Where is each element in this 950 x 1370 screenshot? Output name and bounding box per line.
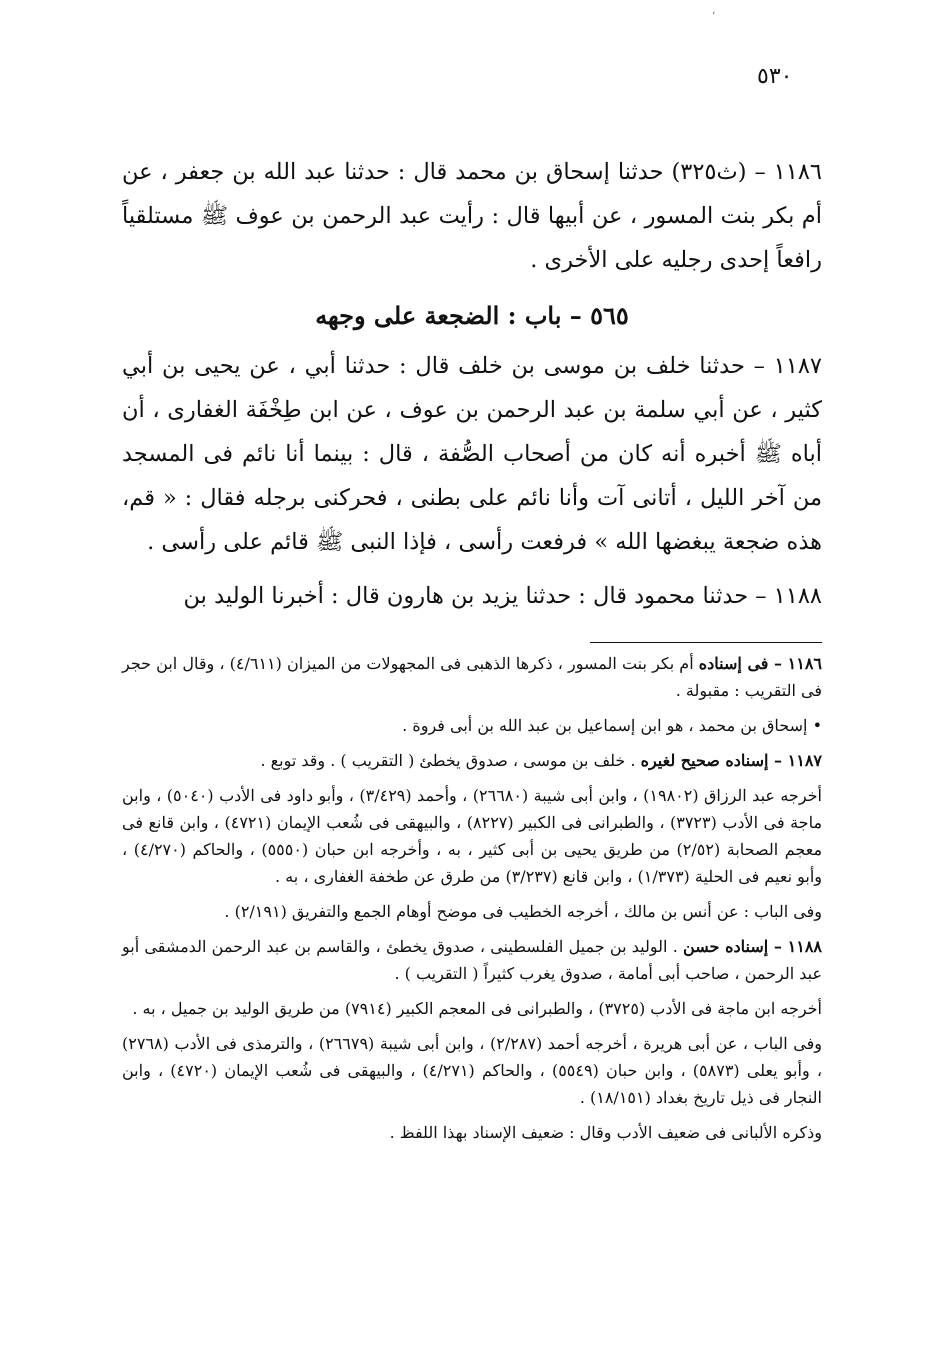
page-number: ٥٣٠ [757, 64, 793, 89]
main-text [122, 150, 822, 618]
footnote-1186-label: ١١٨٦ – فى إسناده [698, 654, 822, 673]
chapter-heading: ٥٦٥ – باب : الضجعة على وجهه [315, 301, 629, 330]
footnote-1187-label: ١١٨٧ – إسناده صحيح لغيره [640, 751, 822, 770]
footnote-1187 [122, 747, 822, 774]
footnote-1188-bab: وفى الباب ، عن أبى هريرة ، أخرجه أحمد (٢/٢٨٧) ، وابن أبى شيبة (٢٦٦٧٩) ، والترمذى فى الأدب (٢٧٦٨) ، وأبو يعلى (٥٨٧٣) ، وابن حبان (٥٥٤٩) ، والحاكم (٤/٢٧١) ، والبيهقى فى شُعب الإيمان (٤٧٢٠) ، وابن النجار فى ذيل تاريخ بغداد (١٨/١٥١) . [122, 1034, 822, 1107]
footnote-1187-takhrij: أخرجه عبد الرزاق (١٩٨٠٢) ، وابن أبى شيبة (٢٦٦٨٠) ، وأحمد (٣/٤٢٩) ، وأبو داود فى الأدب (٥٠٤٠) ، وابن ماجة فى الأدب (٣٧٢٣) ، والطبرانى فى الكبير (٨٢٢٧) ، والبيهقى فى شُعب الإيمان (٤٧٢١) ، وابن قانع فى معجم الصحابة (٢/٥٢) من طريق يحيى بن أبى كثير ، به ، وأخرجه ابن حبان (٥٥٥٠) ، والحاكم (٤/٢٧٠) ، وأبو نعيم فى الحلية (١/٣٧٣) ، وابن قانع (٣/٢٣٧) من طرق عن طخفة الغفارى ، به . [122, 786, 823, 886]
footnotes [122, 650, 822, 1154]
stray-mark: ، [712, 6, 716, 17]
footnote-1187-text: . خلف بن موسى ، صدوق يخطئ ( التقريب ) . وقد توبع . [260, 751, 641, 770]
footnote-1188-label: ١١٨٨ – إسناده حسن [683, 937, 822, 956]
footnote-1186-note: • إسحاق بن محمد ، هو ابن إسماعيل بن عبد الله بن أبى فروة . [402, 716, 822, 735]
footnote-1188-albani: وذكره الألبانى فى ضعيف الأدب وقال : ضعيف الإسناد بهذا اللفظ . [389, 1123, 822, 1142]
footnote-1187-bab: وفى الباب : عن أنس بن مالك ، أخرجه الخطيب فى موضح أوهام الجمع والتفريق (٢/١٩١) . [224, 902, 822, 921]
footnote-divider [590, 642, 822, 643]
hadith-1187: ١١٨٧ – حدثنا خلف بن موسى بن خلف قال : حدثنا أبي ، عن يحيى بن أبي كثير ، عن أبي سلمة بن عبد الرحمن بن عوف ، عن ابن طِخْفَة الغفارى ، أن أباه ﷺ أخبره أنه كان من أصحاب الصُّفة ، قال : بينما أنا نائم فى المسجد من آخر الليل ، أتانى آت وأنا نائم على بطنى ، فحركنى برجله فقال : « قم، هذه ضجعة يبغضها الله » فرفعت رأسى ، فإذا النبى ﷺ قائم على رأسى . [122, 353, 822, 555]
hadith-1186: ١١٨٦ – (ث٣٢٥) حدثنا إسحاق بن محمد قال : حدثنا عبد الله بن جعفر ، عن أم بكر بنت المسور ، عن أبيها قال : رأيت عبد الرحمن بن عوف ﷺ مستلقياً رافعاً إحدى رجليه على الأخرى . [122, 159, 822, 273]
footnote-1188-text: . الوليد بن جميل الفلسطينى ، صدوق يخطئ ، والقاسم بن عبد الرحمن الدمشقى أبو عبد الرحمن ، صاحب أبى أمامة ، صدوق يغرب كثيراً ( التقريب ) . [122, 937, 822, 983]
footnote-1186 [122, 650, 822, 704]
footnote-1186-text: أم بكر بنت المسور ، ذكرها الذهبى فى المجهولات من الميزان (٤/٦١١) ، وقال ابن حجر فى التقريب : مقبولة . [122, 654, 822, 700]
footnote-1188 [122, 933, 822, 987]
hadith-1188: ١١٨٨ – حدثنا محمود قال : حدثنا يزيد بن هارون قال : أخبرنا الوليد بن [183, 583, 822, 609]
footnote-1188-takhrij: أخرجه ابن ماجة فى الأدب (٣٧٢٥) ، والطبرانى فى المعجم الكبير (٧٩١٤) من طريق الوليد بن جميل ، به . [132, 999, 822, 1018]
